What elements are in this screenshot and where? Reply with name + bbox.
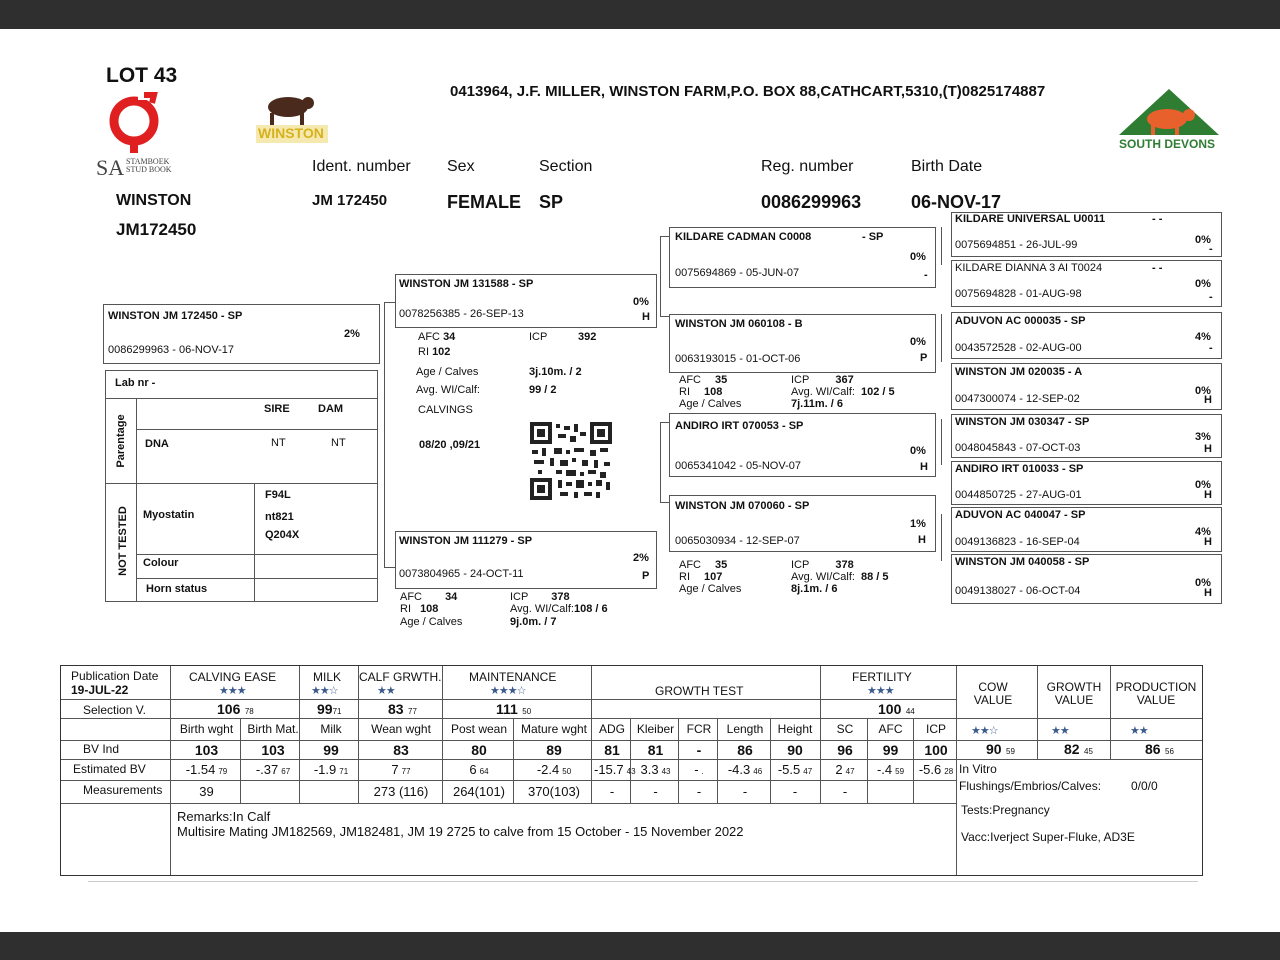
ggp-box-2: KILDARE DIANNA 3 AI T0024 - - 0% 0075694828 - 01-AUG-98 - (951, 260, 1222, 307)
ggp-box-3: ADUVON AC 000035 - SP 4% 0043572528 - 02-AUG-00 - (951, 312, 1222, 359)
ggp-box-5: WINSTON JM 030347 - SP 3% 0048045843 - 07-OCT-03 H (951, 414, 1222, 458)
ebv-bv-value: 99 (323, 742, 339, 758)
ebv-measurement-value: - (792, 784, 798, 799)
ggp-box-7: ADUVON AC 040047 - SP 4% 0049136823 - 16-SEP-04 H (951, 507, 1222, 552)
ebv-measurement-value: - (653, 784, 658, 799)
ggp-box-8: WINSTON JM 040058 - SP 0% 0049138027 - 06-OCT-04 H (951, 554, 1222, 604)
section-value: SP (539, 192, 564, 212)
ebv-table: Publication Date 19-JUL-22 CALVING EASE ★★★ MILK ★★☆ CALF GRWTH. ★★ MAINTENANCE ★★★☆ GROWTH TEST FERTILITY ★★★ COW VALUE GROWTH VALUE PRODUCTION VALUE ★★☆ ★★ ★★ Selection V. 106 78 9971 83 77 111 50 100 44 Birth wght Birth Mat. Milk Wean wght Post wean Mature wght ADG Kleiber FCR Length Height SC AFC ICP 103 103 99 83 80 89 81 81 - 86 90 96 99 100 -1.54 79 -.37 67 -1.9 71 7 77 6 64 -2.4 50 -15.7 43 3.3 43 - . -4.3 46 -5.5 47 2 47 -.4 59 -5.6 28 39 273 (116) 264(101) 370(103) - - - - - - BV Ind Estimated BV Measurements 90 59 82 45 86 56 In Vitro Flushings/Embrios/Calves: 0/0/0 Tests:Pregnancy Vacc:Iverject Super-Fluke, AD3E Remarks:In Calf Multisire Mating JM182569, JM182481, JM 19 2725 to calve from 15 October - 15 November 2022 (60, 665, 1203, 876)
ident-label: Ident. number (312, 158, 411, 175)
ident-number: JM 172450 (312, 192, 388, 209)
gp-box-4: WINSTON JM 070060 - SP 1% 0065030934 - 12-SEP-07 H (669, 495, 936, 552)
ebv-measurement-value: 39 (199, 784, 214, 799)
ebv-col-header: Birth wght (179, 722, 234, 736)
gp-box-2: WINSTON JM 060108 - B 0% 0063193015 - 01-OCT-06 P (669, 314, 936, 373)
ebv-measurement-value: 264(101) (452, 784, 506, 799)
ggp-box-6: ANDIRO IRT 010033 - SP 0% 0044850725 - 27-AUG-01 H (951, 461, 1222, 505)
ggp-box-4: WINSTON JM 020035 - A 0% 0047300074 - 12-SEP-02 H (951, 363, 1222, 410)
ebv-bv-value: 90 (787, 742, 803, 758)
ebv-bv-value: 103 (261, 742, 285, 758)
ebv-bv-value: 80 (471, 742, 487, 758)
ebv-measurement-value: 273 (116) (373, 784, 429, 799)
subject-box: WINSTON JM 172450 - SP 2% 0086299963 - 06-NOV-17 (103, 304, 380, 364)
south-devons-logo: SOUTH DEVONS (1117, 87, 1221, 159)
ebv-col-header: Post wean (450, 722, 508, 736)
ebv-measurement-value: - (609, 784, 615, 799)
birth-date: 06-NOV-17 (911, 192, 1002, 212)
ebv-estimated-value: -15.7 43 (594, 762, 636, 777)
animal-name: WINSTON (116, 192, 192, 209)
ebv-estimated-value: -5.5 47 (777, 762, 813, 777)
reg-label: Reg. number (761, 158, 854, 175)
ebv-bv-value: 89 (546, 742, 562, 758)
ebv-measurement-value: 370(103) (527, 784, 581, 799)
ebv-estimated-value: 7 77 (391, 762, 411, 777)
ebv-bv-value: 100 (924, 742, 948, 758)
gp-box-3: ANDIRO IRT 070053 - SP 0% 0065341042 - 05-NOV-07 H (669, 413, 936, 477)
lab-nr: Lab nr - (115, 377, 156, 389)
ebv-estimated-value: -.37 67 (255, 762, 291, 777)
ebv-estimated-value: -1.9 71 (313, 762, 349, 777)
ebv-estimated-value: 3.3 43 (640, 762, 671, 777)
ebv-estimated-value: 2 47 (835, 762, 855, 777)
ebv-col-header: Milk (320, 722, 342, 736)
ebv-bv-value: - (696, 742, 702, 758)
reg-number: 0086299963 (761, 192, 862, 212)
ebv-col-header: SC (836, 722, 854, 736)
owner-line: 0413964, J.F. MILLER, WINSTON FARM,P.O. BOX 88,CATHCART,5310,(T)0825174887 (450, 83, 1046, 100)
ebv-estimated-value: -1.54 79 (185, 762, 228, 777)
parentage-label: Parentage (115, 414, 127, 468)
dam-box: WINSTON JM 111279 - SP 2% 0073804965 - 24-OCT-11 P (395, 531, 657, 589)
ebv-estimated-value: -2.4 50 (536, 762, 572, 777)
winston-logo: WINSTON (252, 85, 332, 149)
qr-code (530, 422, 612, 500)
ggp-box-1: KILDARE UNIVERSAL U0011 - - 0% 0075694851 - 26-JUL-99 - (951, 212, 1222, 257)
ebv-bv-value: 99 (882, 742, 899, 758)
ebv-col-header: FCR (686, 722, 712, 736)
ebv-measurement-value: - (742, 784, 748, 799)
ebv-col-header: AFC (878, 722, 903, 736)
sire-box: WINSTON JM 131588 - SP 0% 0078256385 - 26-SEP-13 H (395, 274, 657, 328)
ebv-bv-value: 81 (604, 742, 620, 758)
gp-box-1: KILDARE CADMAN C0008 - SP 0% 0075694869 - 05-JUN-07 - (669, 227, 936, 288)
ebv-estimated-value: -5.6 28 (918, 762, 954, 777)
section-label: Section (539, 158, 593, 175)
not-tested-label: NOT TESTED (117, 506, 129, 576)
viewer-top-bar (0, 0, 1280, 29)
ebv-col-header: Kleiber (636, 722, 675, 736)
ebv-bv-value: 81 (647, 742, 664, 758)
ebv-measurement-value: - (696, 784, 702, 799)
lab-box: Lab nr - Parentage NOT TESTED SIRE DAM DNA NT NT Myostatin F94L nt821 Q204X Colour Horn status (105, 370, 378, 602)
animal-id-name: JM172450 (116, 220, 197, 239)
ebv-col-header: Length (726, 722, 764, 736)
sex-label: Sex (447, 158, 475, 175)
viewer-bottom-bar (0, 932, 1280, 960)
lot-number: LOT 43 (106, 64, 178, 87)
sa-stud-book-logo: SA STAMBOEK STUD BOOK (96, 91, 192, 183)
ebv-measurement-value: - (842, 784, 848, 799)
ebv-estimated-value: - . (694, 762, 704, 777)
ebv-col-header: Mature wght (520, 722, 588, 736)
ebv-col-header: Birth Mat. (247, 722, 299, 736)
ebv-col-header: ICP (925, 722, 946, 736)
ebv-estimated-value: 6 64 (469, 762, 489, 777)
ebv-bv-value: 83 (393, 742, 409, 758)
ebv-estimated-value: -4.3 46 (727, 762, 763, 777)
ebv-col-header: Wean wght (371, 722, 431, 736)
ebv-bv-value: 96 (837, 742, 853, 758)
ebv-estimated-value: -.4 59 (876, 762, 905, 777)
birth-label: Birth Date (911, 158, 983, 175)
certificate-page: LOT 43 0413964, J.F. MILLER, WINSTON FARM,P.O. BOX 88,CATHCART,5310,(T)0825174887 SA STAMBOEK STUD BOOK WINSTON SOUTH DEVONS Ident. number Sex Section Reg. number Birth Date WINSTON JM172450 JM 172450 FEMALE SP 0086299963 06-NOV-17 WINSTON JM 172450 - SP 2% 0086299963 - 06-NOV-17 Lab nr - Parentage NOT TESTED SIRE DAM DNA NT NT Myostatin F94L nt821 Q204X Colour Horn status WINSTON JM 131588 - SP 0% 0078256385 - 26-SEP-13 H AFC 34 ICP 392 RI 102 Age / Calves 3j.10m. / 2 Avg. WI/Calf: 99 / 2 CALVINGS 08/20 ,09/21 WINSTON JM 111279 - SP 2% 0073804965 - 24-OCT-11 P AFC 34 ICP 378 RI 108 Avg. WI/Calf:108 / 6 Age / Calves 9j.0m. / 7 KILDARE CADMAN C0008 - SP 0% 0075694869 - 05-JUN-07 - WINSTON JM 060108 - B 0% 0063193015 - 01-OCT-06 P AFC 35 RI 108 Age / Calves ICP 367 Avg. WI/Calf: 102 / 5 7j.11m. / 6 ANDIRO IRT 070053 - SP 0% 0065341042 - 05-NOV-07 H WINSTON JM 070060 - SP 1% 0065030934 - 12-SEP-07 H AFC 35 RI 107 Age / Calves ICP 378 Avg. WI/Calf: 88 / 5 8j.1m. / 6 KILDARE UNIVERSAL U0011 - - 0% 0075694851 - 26-JUL-99 - KILDARE DIANNA 3 AI T0024 - - 0% 0075694828 - 01-AUG-98 - ADUVON AC 000035 - SP 4% 0043572528 - 02-AUG-00 - WINSTON JM 020035 - A 0% 0047300074 - 12-SEP-02 H WINSTON JM 030347 - SP 3% 0048045843 - 07-OCT-03 H ANDIRO IRT 010033 - SP 0% 0044850725 - 27-AUG-01 H ADUVON AC 040047 - SP 4% 0049136823 - 16-SEP-04 H WINSTON JM 040058 - SP 0% 0049138027 - 06-OCT-04 H Publication Date 19-JUL-22 CALVING EASE ★★★ MILK ★★☆ CALF GRWTH. ★★ MAINTENANCE ★★★☆ GROWTH TEST FERTILITY ★★★ COW VALUE GROWTH VALUE PRODUCTION VALUE ★★☆ ★★ ★★ Selection V. 106 78 9971 83 77 111 50 100 44 Birth wght Birth Mat. Milk Wean wght Post wean Mature wght ADG Kleiber FCR Length Height SC AFC ICP 103 103 99 83 80 89 81 81 - 86 90 96 99 100 -1.54 79 -.37 67 -1.9 71 7 77 6 64 -2.4 50 -15.7 43 3.3 43 - . -4.3 46 -5.5 47 2 47 -.4 59 -5.6 28 39 273 (116) 264(101) 370(103) - - - - - - BV Ind Estimated BV Measurements 90 59 82 45 86 56 In Vitro Flushings/Embrios/Calves: 0/0/0 Tests:Pregnancy Vacc:Iverject Super-Fluke, AD3E Remarks:In Calf Multisire Mating JM182569, JM182481, JM 19 2725 to calve from 15 October - 15 November 2022 (0, 29, 1280, 932)
ebv-col-header: ADG (598, 722, 625, 736)
sex-value: FEMALE (447, 192, 521, 212)
ebv-bv-value: 103 (194, 742, 219, 758)
ebv-bv-value: 86 (737, 742, 753, 758)
ebv-col-header: Height (777, 722, 813, 736)
